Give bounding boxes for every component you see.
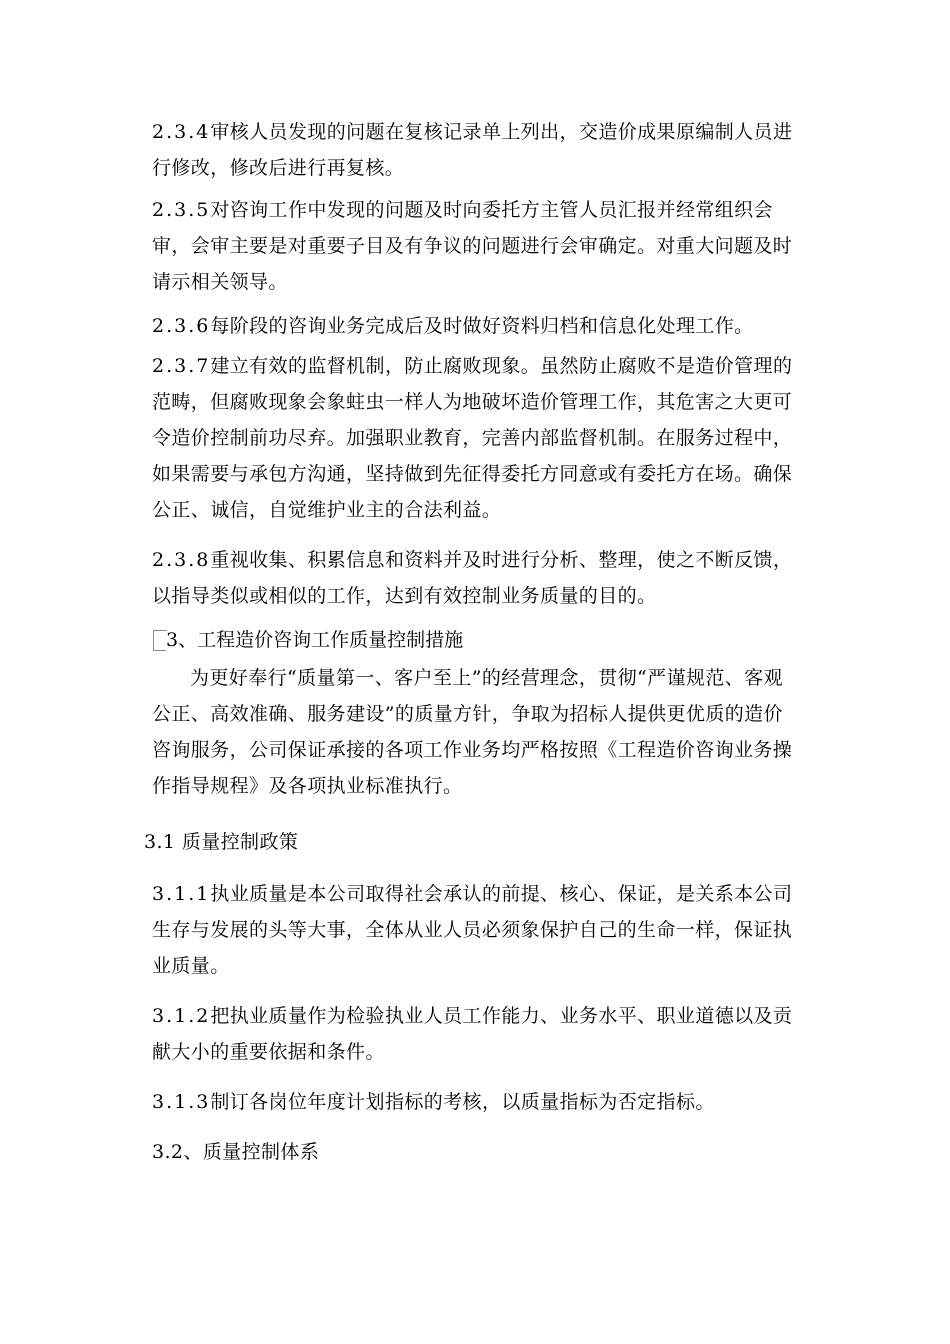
- clause-number: 2.3.6: [152, 315, 211, 337]
- paragraph-2-3-8: [152, 542, 802, 614]
- clause-number: 2.3.8: [152, 549, 211, 571]
- paragraph-2-3-4: [152, 114, 802, 186]
- clause-number: 2.3.5: [152, 199, 211, 221]
- paragraph-3-1-2: [152, 998, 802, 1070]
- clause-text: 制订各岗位年度计划指标的考核，以质量指标为否定指标。: [210, 1091, 715, 1113]
- clause-text: 把执业质量作为检验执业人员工作能力、业务水平、职业道德以及贡献大小的重要依据和条件。: [152, 1005, 793, 1063]
- clause-number: 3.1.1: [152, 883, 211, 905]
- clause-text: 执业质量是本公司取得社会承认的前提、核心、保证，是关系本公司生存与发展的头等大事，全体从业人员必须象保护自己的生命一样，保证执业质量。: [152, 883, 793, 977]
- paragraph-mark-icon-base: [153, 650, 166, 651]
- paragraph-3-1-3: [152, 1084, 802, 1120]
- clause-text: 对咨询工作中发现的问题及时向委托方主管人员汇报并经常组织会审，会审主要是对重要子目及有争议的问题进行会审确定。对重大问题及时请示相关领导。: [152, 199, 793, 293]
- paragraph-2-3-6: [152, 308, 802, 344]
- paragraph-mark-icon: [153, 630, 167, 651]
- clause-text: 审核人员发现的问题在复核记录单上列出，交造价成果原编制人员进行修改，修改后进行再复核。: [152, 121, 793, 179]
- section-3-intro: 为更好奉行“质量第一、客户至上”的经营理念，贯彻“严谨规范、客观公正、高效准确、服务建设”的质量方针，争取为招标人提供更优质的造价咨询服务，公司保证承接的各项工作业务均严格按照《工程造价咨询业务操作指导规程》及各项执业标准执行。: [152, 667, 793, 797]
- paragraph-3-1-1: [152, 876, 802, 984]
- clause-text: 重视收集、积累信息和资料并及时进行分析、整理，使之不断反馈，以指导类似或相似的工作，达到有效控制业务质量的目的。: [152, 549, 793, 607]
- clause-number: 3.1.3: [152, 1091, 211, 1113]
- subsection-3-1-heading: 3.1 质量控制政策: [144, 831, 299, 853]
- clause-number: 2.3.4: [152, 121, 211, 143]
- section-3-heading: [152, 622, 802, 658]
- clause-number: 3.1.2: [152, 1005, 211, 1027]
- paragraph-2-3-7: [152, 348, 802, 528]
- section-3-heading-text: 3、工程造价咨询工作质量控制措施: [166, 629, 464, 651]
- paragraph-2-3-5: [152, 192, 802, 300]
- subsection-3-2-heading: 3.2、质量控制体系: [152, 1141, 320, 1163]
- clause-text: 每阶段的咨询业务完成后及时做好资料归档和信息化处理工作。: [210, 315, 754, 337]
- clause-text: 建立有效的监督机制，防止腐败现象。虽然防止腐败不是造价管理的范畴，但腐败现象会象蛀虫一样人为地破坏造价管理工作，其危害之大更可令造价控制前功尽弃。加强职业教育，完善内部监督机制。在服务过程中，如果需要与承包方沟通，坚持做到先征得委托方同意或有委托方在场。确保公正、诚信，自觉维护业主的合法利益。: [152, 355, 793, 521]
- clause-number: 2.3.7: [152, 355, 211, 377]
